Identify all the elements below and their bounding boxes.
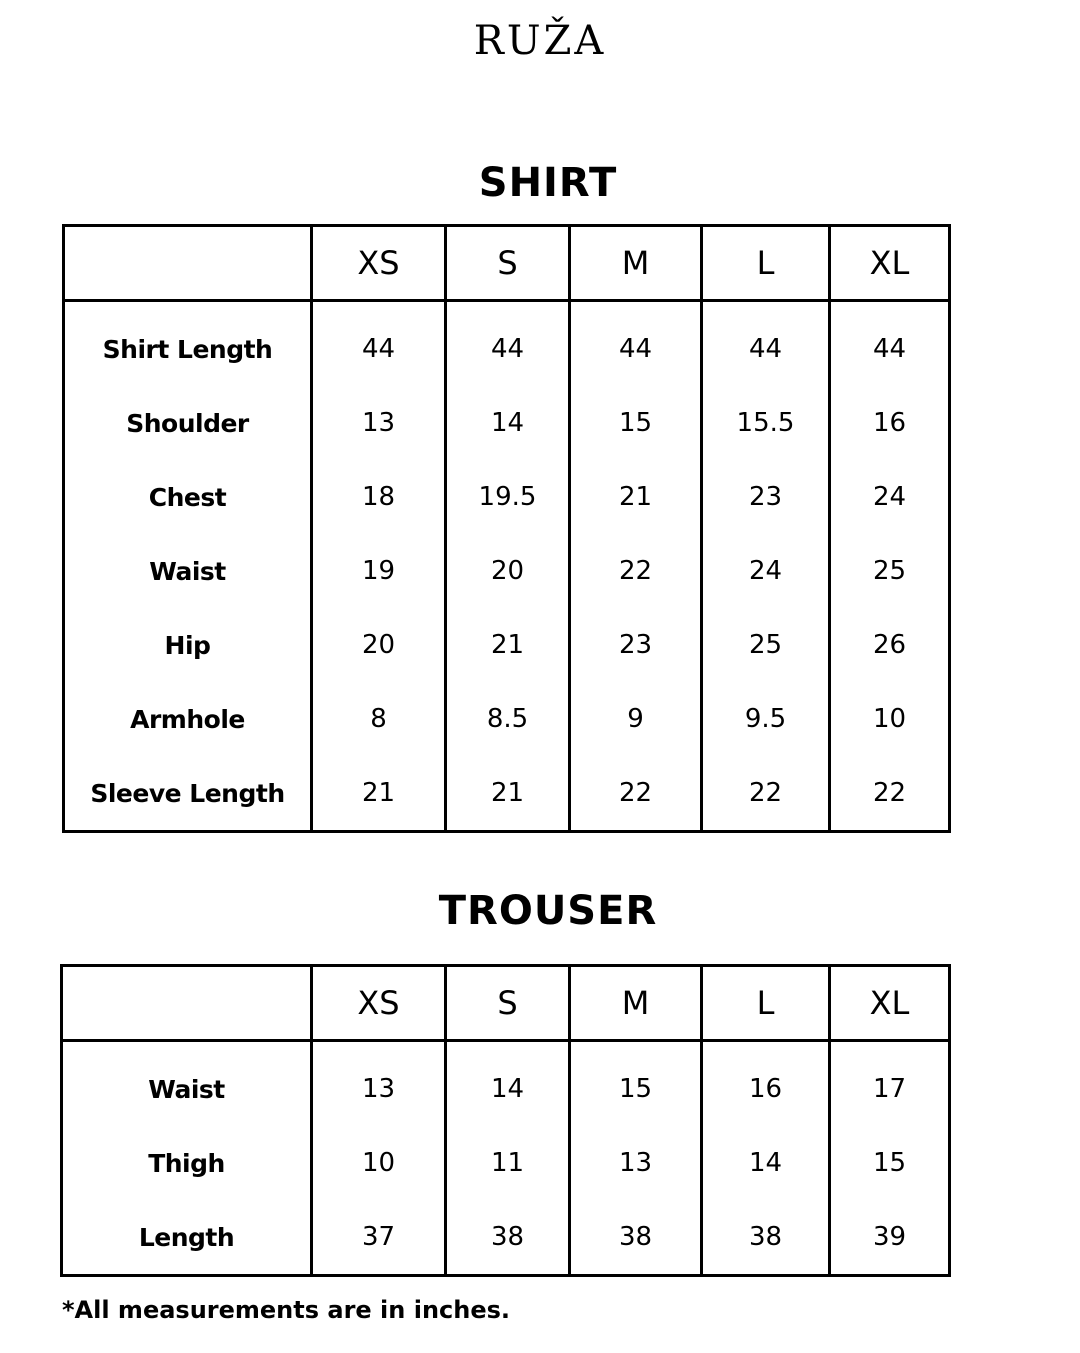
row-label: Waist — [62, 1041, 312, 1127]
table-cell: 19.5 — [446, 460, 570, 534]
row-label: Thigh — [62, 1126, 312, 1200]
shirt-size-header: L — [702, 226, 830, 301]
trouser-size-table — [60, 964, 951, 1277]
table-cell: 22 — [702, 756, 830, 832]
table-cell: 38 — [570, 1200, 702, 1276]
row-label: Waist — [64, 534, 312, 608]
table-cell: 19 — [312, 534, 446, 608]
table-cell: 22 — [830, 756, 950, 832]
table-cell: 23 — [702, 460, 830, 534]
row-label: Length — [62, 1200, 312, 1276]
table-cell: 15 — [570, 386, 702, 460]
table-cell: 44 — [312, 301, 446, 387]
row-label: Shoulder — [64, 386, 312, 460]
table-cell: 22 — [570, 756, 702, 832]
table-cell: 17 — [830, 1041, 950, 1127]
table-cell: 16 — [830, 386, 950, 460]
shirt-header-row — [64, 226, 950, 301]
shirt-size-header: XL — [830, 226, 950, 301]
row-label: Chest — [64, 460, 312, 534]
trouser-size-header: S — [446, 966, 570, 1041]
row-label: Hip — [64, 608, 312, 682]
table-cell: 14 — [702, 1126, 830, 1200]
table-row — [64, 608, 950, 682]
table-cell: 10 — [312, 1126, 446, 1200]
table-cell: 10 — [830, 682, 950, 756]
table-row — [64, 386, 950, 460]
table-row — [64, 534, 950, 608]
trouser-size-header: L — [702, 966, 830, 1041]
shirt-title: SHIRT — [478, 160, 618, 206]
table-cell: 21 — [312, 756, 446, 832]
table-row — [62, 1126, 950, 1200]
table-cell: 38 — [702, 1200, 830, 1276]
table-cell: 21 — [446, 756, 570, 832]
measurement-footnote: *All measurements are in inches. — [62, 1296, 511, 1324]
table-cell: 9.5 — [702, 682, 830, 756]
table-cell: 23 — [570, 608, 702, 682]
table-cell: 15 — [570, 1041, 702, 1127]
table-cell: 25 — [702, 608, 830, 682]
shirt-size-header: M — [570, 226, 702, 301]
table-cell: 44 — [570, 301, 702, 387]
table-cell: 39 — [830, 1200, 950, 1276]
row-label: Armhole — [64, 682, 312, 756]
table-cell: 15 — [830, 1126, 950, 1200]
table-row — [62, 1200, 950, 1276]
table-row — [64, 756, 950, 832]
table-cell: 20 — [312, 608, 446, 682]
table-cell: 18 — [312, 460, 446, 534]
table-cell: 20 — [446, 534, 570, 608]
shirt-size-header: S — [446, 226, 570, 301]
trouser-header-corner — [62, 966, 312, 1041]
table-cell: 24 — [830, 460, 950, 534]
table-cell: 16 — [702, 1041, 830, 1127]
trouser-size-header: XS — [312, 966, 446, 1041]
trouser-header-row — [62, 966, 950, 1041]
table-cell: 44 — [702, 301, 830, 387]
shirt-header-corner — [64, 226, 312, 301]
shirt-size-table — [62, 224, 951, 833]
row-label: Shirt Length — [64, 301, 312, 387]
table-cell: 24 — [702, 534, 830, 608]
table-cell: 9 — [570, 682, 702, 756]
table-cell: 13 — [312, 386, 446, 460]
table-cell: 8 — [312, 682, 446, 756]
table-cell: 14 — [446, 386, 570, 460]
table-cell: 13 — [312, 1041, 446, 1127]
table-cell: 21 — [570, 460, 702, 534]
table-cell: 37 — [312, 1200, 446, 1276]
table-cell: 26 — [830, 608, 950, 682]
trouser-size-header: XL — [830, 966, 950, 1041]
row-label: Sleeve Length — [64, 756, 312, 832]
brand-logo: RUŽA — [473, 18, 607, 64]
table-cell: 21 — [446, 608, 570, 682]
table-cell: 11 — [446, 1126, 570, 1200]
table-cell: 13 — [570, 1126, 702, 1200]
table-cell: 8.5 — [446, 682, 570, 756]
table-cell: 15.5 — [702, 386, 830, 460]
table-cell: 38 — [446, 1200, 570, 1276]
trouser-title: TROUSER — [438, 888, 658, 934]
trouser-size-header: M — [570, 966, 702, 1041]
table-row — [64, 301, 950, 387]
table-cell: 44 — [446, 301, 570, 387]
table-cell: 22 — [570, 534, 702, 608]
table-row — [64, 682, 950, 756]
shirt-size-header: XS — [312, 226, 446, 301]
table-row — [64, 460, 950, 534]
table-cell: 25 — [830, 534, 950, 608]
table-row — [62, 1041, 950, 1127]
table-cell: 44 — [830, 301, 950, 387]
table-cell: 14 — [446, 1041, 570, 1127]
